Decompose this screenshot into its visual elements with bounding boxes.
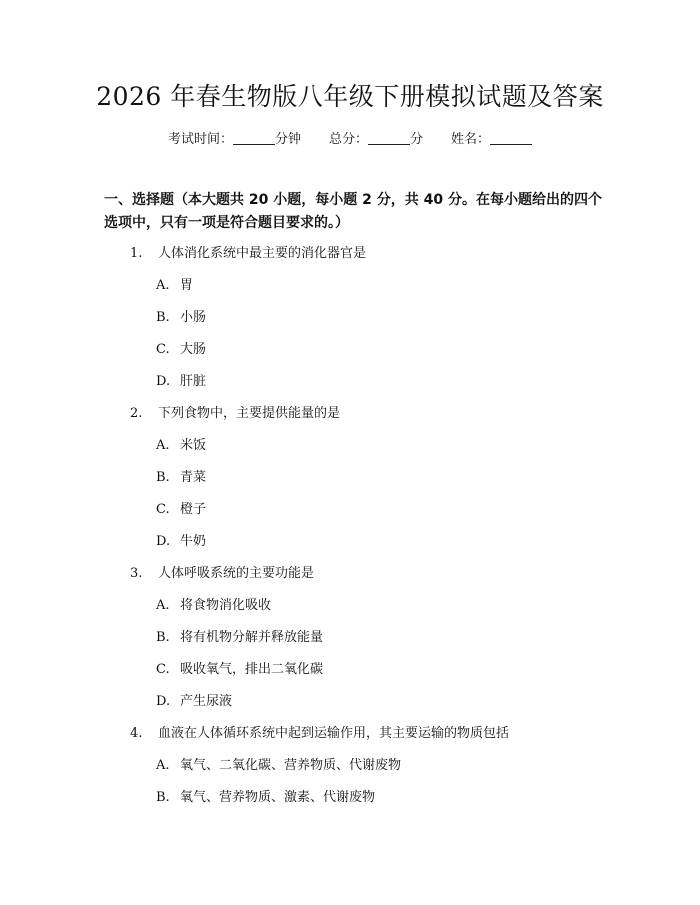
name-field (451, 130, 532, 150)
option-letter: D. (156, 374, 171, 389)
total-score-field (329, 130, 423, 150)
total-score-label: 总分： (328, 132, 368, 147)
option-letter: C. (156, 502, 170, 517)
option-item (156, 596, 271, 616)
option-letter: C. (156, 342, 170, 357)
option-text: 牛奶 (180, 534, 207, 549)
question-stem: 下列食物中，主要提供能量的是 (158, 406, 341, 421)
option-item (156, 436, 206, 456)
question-number: 2. (130, 406, 143, 421)
option-item (156, 340, 206, 360)
option-letter: B. (156, 470, 170, 485)
option-letter: B. (156, 790, 170, 805)
option-text: 吸收氧气，排出二氧化碳 (180, 662, 324, 677)
section-heading: 一、选择题（本大题共 20 小题，每小题 2 分，共 40 分。在每小题给出的四个选项中，只有一项是符合题目要求的。） (104, 192, 602, 231)
option-letter: A. (156, 758, 170, 773)
question-stem: 人体呼吸系统的主要功能是 (158, 566, 315, 581)
option-letter: A. (156, 438, 170, 453)
option-letter: B. (156, 630, 170, 645)
option-text: 大肠 (180, 342, 207, 357)
option-item (156, 468, 206, 488)
option-item (156, 756, 401, 776)
question-number: 4. (130, 726, 143, 741)
question-number: 3. (130, 566, 143, 581)
exam-meta (0, 130, 700, 150)
option-letter: D. (156, 534, 171, 549)
question-stem: 人体消化系统中最主要的消化器官是 (158, 246, 367, 261)
exam-time-label: 考试时间： (167, 132, 233, 147)
option-letter: A. (156, 598, 170, 613)
option-letter: B. (156, 310, 170, 325)
exam-time-field (168, 130, 301, 150)
option-text: 将食物消化吸收 (180, 598, 272, 613)
option-text: 胃 (180, 278, 194, 293)
option-text: 氧气、二氧化碳、营养物质、代谢废物 (180, 758, 402, 773)
exam-time-unit: 分钟 (274, 132, 301, 147)
option-item (156, 788, 375, 808)
question-number: 1. (130, 246, 143, 261)
option-text: 橙子 (180, 502, 207, 517)
name-blank (490, 130, 532, 145)
option-item (156, 692, 232, 712)
option-text: 将有机物分解并释放能量 (180, 630, 324, 645)
option-text: 肝脏 (180, 374, 207, 389)
option-letter: D. (156, 694, 171, 709)
option-text: 米饭 (180, 438, 207, 453)
option-text: 小肠 (180, 310, 207, 325)
option-item (156, 628, 323, 648)
exam-time-blank (233, 130, 275, 145)
option-item (156, 372, 206, 392)
option-item (156, 308, 206, 328)
option-item (156, 500, 206, 520)
total-score-blank (368, 130, 410, 145)
option-text: 产生尿液 (180, 694, 233, 709)
option-letter: C. (156, 662, 170, 677)
page-title: 2026 年春生物版八年级下册模拟试题及答案 (96, 82, 604, 111)
option-item (156, 276, 193, 296)
option-text: 青菜 (180, 470, 207, 485)
option-item (156, 532, 206, 552)
option-text: 氧气、营养物质、激素、代谢废物 (180, 790, 376, 805)
name-label: 姓名： (451, 132, 491, 147)
total-score-unit: 分 (410, 132, 424, 147)
option-item (156, 660, 323, 680)
question-stem: 血液在人体循环系统中起到运输作用，其主要运输的物质包括 (158, 726, 510, 741)
option-letter: A. (156, 278, 170, 293)
